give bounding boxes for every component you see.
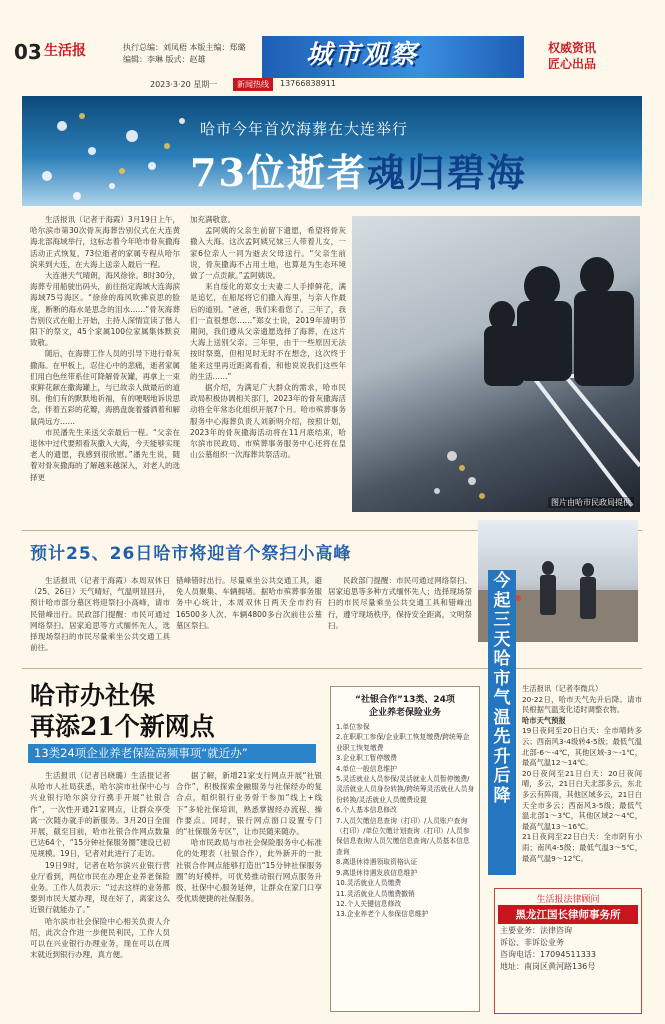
service-list-item: 13.企业养老个人参保信息维护: [336, 910, 429, 919]
law-firm-name: 黑龙江国长律师事务所: [498, 905, 638, 924]
story3-paragraph: 哈尔滨市社会保险中心相关负责人介绍，此次合作进一步便民利民，工作人员可以在兴业银行办理业务，现在可以在周末就近到银行办理，真方便。: [30, 916, 170, 960]
service-list-item: 8.离退休待遇领取资格认证: [336, 858, 418, 867]
service-list-item: 10.灵活就业人员缴费: [336, 879, 402, 888]
story3-headline-line-1: 哈市办社保: [30, 681, 156, 710]
service-list-item: 7.人员欠缴信息查询（打印）/人员账户查询（打印）/单位欠缴计划查询（打印）/人员参保信息查询/人员欠缴信息查询/人员基本信息查询: [336, 816, 470, 856]
headline-part-1: 73位逝者: [190, 150, 367, 195]
service-list-item: 12.个人关键信息修改: [336, 899, 402, 908]
page-number: 03: [14, 40, 42, 64]
issue-date: 2023·3·20 星期一: [150, 80, 218, 89]
staff-line-2: 编辑：李琳 版式：赵雄: [123, 55, 206, 64]
weather-intro: 20-22日，哈市天气先升后降。请市民根据气温变化适时调整衣物。: [522, 694, 642, 715]
service-list-item: 4.单位一般信息维护: [336, 764, 397, 773]
story3-subheadline: 13类24项企业养老保险高频事项“就近办”: [28, 744, 316, 763]
service-list-title: [336, 694, 474, 720]
divider: [22, 668, 642, 669]
slogan: [548, 40, 596, 72]
story2-paragraph: 生活报讯（记者于海霞）本周双休日（25、26日）天气晴好，气温明显回升，预计哈市部分墓区将迎祭扫小高峰，请市民错峰出行。民政部门提醒：市民可通过网络祭扫、居家追思等方式缅怀先人，选择现场祭扫的市民尽量乘坐公共交通工具前往。: [30, 576, 170, 653]
service-list-item: 2.在职职工参保/企业职工恢复缴费/跨统筹企业职工恢复缴费: [336, 733, 470, 752]
story1-paragraph: 来自绥化的郑女士夫妻二人手捧鲜花，满是追忆，在船尾将它们撒入海里，与亲人作最后的道别。“爸爸，我们来看您了。三年了，我们一直很想您……”郑女士说，2019年清明节期间，我们遵从父亲遗愿选择了海葬，在这片大海上送别父亲。三年里，由于一些原因无法按时祭奠，但相见时无时不在想念，这次终于能来这里再近距离看看，和他说说我们这些年的生活……”: [190, 282, 346, 381]
seaburial-ceremony-photo: [352, 216, 640, 512]
staff-line-1: 执行总编：刘凤梧 本版主编：郑璐: [123, 43, 246, 52]
story1-column-2: [190, 214, 346, 460]
weather-forecast-day: 19日夜间至20日白天：全市晴转多云；西南风3-4级转4-5级；最低气温北部-6～-4℃，其他区域-3～-1℃，最高气温12～14℃。: [522, 726, 642, 768]
story1-paragraph: 孟阿姨的父亲生前留下遗愿，希望将骨灰撒入大海。这次孟阿姨兄妹三人带着儿女，一家6位亲人一同为逝去父母送行。“父亲生前说，骨灰撒海不占用土地，也算是为生态环境做了一点贡献。”孟阿姨说。: [190, 226, 346, 281]
service-list-title-line-1: “社银合作”13类、24项: [355, 695, 455, 705]
story1-paragraph: 随后，在海葬工作人员的引导下进行骨灰撒海。在甲板上，忍住心中的悲痛，逝者家属们用白色丝带系住可降解骨灰罐，再拿上一束束鲜花献在撒海罐上，与已故亲人做最后的道别。他们有的默默地祈福，有的哽咽地诉说思念，伴着五彩的花瓣，海鸥盘旋着播洒着和解鼠尚远方……: [30, 349, 180, 426]
hotline-number: 13766838911: [280, 79, 336, 88]
weather-headline: 今起三天哈市气温先升后降: [493, 571, 511, 806]
hotline-label: 新闻热线: [233, 78, 273, 91]
law-ad-address: 地址：南岗区黄河路136号: [500, 962, 596, 971]
headline-part-2: 魂归碧海: [366, 150, 527, 195]
story3-paragraph: 19日9时，记者在哈尔滨兴业银行营业厅看到，两位市民在办理企业养老保险业务。工作人员表示：“过去这样的业务都要到市民大厦办理，现在好了，离家这么近银行就能办了。”: [30, 860, 170, 915]
weather-forecast-day: 21日夜间至22日白天：全市阴有小雨；南风4-5级；最低气温3～5℃，最高气温9～12℃。: [522, 832, 642, 863]
story2-column-1: [30, 575, 170, 653]
service-list-item: 3.企业职工暂停缴费: [336, 754, 397, 763]
section-banner-title: 城市观察: [305, 40, 418, 70]
law-ad-phone: 咨询电话：17094511333: [500, 950, 596, 959]
story2-column-3: [328, 575, 472, 631]
slogan-line-2: 匠心出品: [548, 57, 597, 71]
service-list-item: 9.离退休待遇发放信息维护: [336, 868, 418, 877]
law-ad-kicker: 生活报法律顾问: [536, 895, 600, 905]
weather-article: [522, 684, 642, 864]
service-list-item: 1.单位参保: [336, 723, 370, 731]
photo-caption: 图片由哈市民政局提供: [548, 497, 634, 508]
story1-paragraph: 加充满敬意。: [190, 215, 235, 224]
service-list: [336, 722, 476, 920]
story3-headline-line-2: 再添21个新网点: [30, 712, 215, 741]
service-list-item: 6.个人基本信息修改: [336, 806, 397, 815]
story3-paragraph: 哈市民政局与市社会保险服务中心标准化的处理表（社银合作），此外新开的一批社银合作网点能够打造出“15分钟社保服务圈”的好模样，可优势推动银行网点服务升级、社保中心服务延伸，让群众在家门口享受优质便捷的社保服务。: [176, 838, 322, 904]
ship-railing-illustration: [352, 216, 640, 512]
story2-column-2: [176, 575, 322, 631]
story2-paragraph: 错峰错时出行。尽量乘坐公共交通工具，避免人员聚集、车辆拥堵。据哈市殡葬事务服务中心统计，本周双休日两天全市约有16500多人次、车辆4800多台次前往公墓墓区祭扫。: [176, 576, 322, 630]
weather-forecast-heading: 哈市天气预报: [522, 715, 566, 725]
story3-column-1: [30, 770, 170, 960]
story3-column-2: [176, 770, 322, 904]
story1-column-1: [30, 214, 180, 483]
story2-headline: 预计25、26日哈市将迎首个祭扫小高峰: [30, 544, 352, 564]
weather-byline: 生活报讯（记者李微兵）: [522, 684, 603, 693]
service-list-item: 11.灵活就业人员缴费撤销: [336, 889, 415, 898]
story3-paragraph: 生活报讯（记者吕晓璐）生活报记者从哈市人社局获悉，哈尔滨市社保中心与兴业银行哈尔滨分行携手开展“社银合作”，一次性开通21家网点，让群众享受离一次随办就手的新服务。3月20日全面开展，截至目前，哈市社银合作网点数量已达64个，“15分钟社保服务圈”建设已初见规模。19日，记者对此进行了走访。: [30, 771, 170, 859]
story1-headline: [190, 142, 527, 197]
service-list-title-line-2: 企业养老保险业务: [368, 708, 441, 718]
law-ad-line: 主要业务：法律咨询: [500, 926, 572, 935]
story1-kicker: 哈市今年首次海葬在大连举行: [200, 120, 409, 138]
newspaper-logo: 生活报: [44, 43, 86, 59]
law-ad-details: [500, 925, 640, 973]
story1-paragraph: 市民潘先生来送父亲最后一程。“父亲在退休中过代要照看灰撒入大海，今天能够实现老人的遗愿，我感到很欣慰。”潘先生说，随着对骨灰撒海的了解越来越深入，对老人的选择更: [30, 427, 180, 482]
story3-paragraph: 据了解，新增21家支行网点开展“社银合作”，积极探索金融服务与社保经办的复合点，组织银行业务骨干参加“线上+线下”多轮社保培训，熟悉掌握经办流程、操作要点。同时，银行网点窗口设置专门的“社保服务专区”，让市民随来随办。: [176, 771, 322, 837]
service-list-item: 5.灵活就业人员参保/灵活就业人员暂停缴费/灵活就业人员身份转换/跨统筹灵活就业人员身份转换/灵活就业人员缴费设置: [336, 775, 475, 804]
law-ad-line: 诉讼、非诉讼业务: [500, 938, 564, 947]
story1-paragraph: 大连港天气晴朗，海风徐徐。8时30分，海葬专用船驶出码头，前往指定海域大连海滨海域75号海区。“徐徐的海风吹拂哀思的脸庞，断断的海水是思念的泪水……”骨灰海葬告别仪式在船上开始，主持人深情宣读了偕人阳下的祭文，45个家属100位家属集体默哀致敬。: [30, 271, 180, 348]
story1-paragraph: 据介绍，为满足广大群众的需求，哈市民政局积极协调相关部门，2023年的骨灰撒海活动将全年常态化组织开展7个月。哈市殡葬事务服务中心海葬负责人刘新明介绍，按照计划，2023年的骨灰撒海活动将在11月底结束，哈尔滨市民政局、市殡葬事务服务中心还将在皇山公墓组织一次海葬共祭活动。: [190, 383, 346, 460]
weather-forecast-day: 20日夜间至21日白天：20日夜间晴，多云，21日白天北部多云，东北多云有阵雨，其他区域多云，21日白天全市多云；西南风3-5级；最低气温北部1～3℃，其他区域2～4℃，最高气温13～16℃。: [522, 768, 642, 831]
story2-paragraph: 民政部门提醒：市民可通过网络祭扫、居家追思等多种方式缅怀先人；选择现场祭扫的市民尽量乘坐公共交通工具和错峰出行，遵守现场秩序，保持安全距离，文明祭扫。: [328, 576, 472, 630]
slogan-line-1: 权威资讯: [548, 41, 597, 55]
staff-credits: [123, 42, 246, 66]
story1-paragraph: 生活报讯（记者于海霞）3月19日上午，哈尔滨市第30次骨灰海葬告别仪式在大连黄海北部海域举行，这标志着今年哈市骨灰撒海活动正式恢复，73位逝者的家属专程从哈尔滨来到大连，在大海上送亲人最后一程。: [30, 215, 180, 269]
